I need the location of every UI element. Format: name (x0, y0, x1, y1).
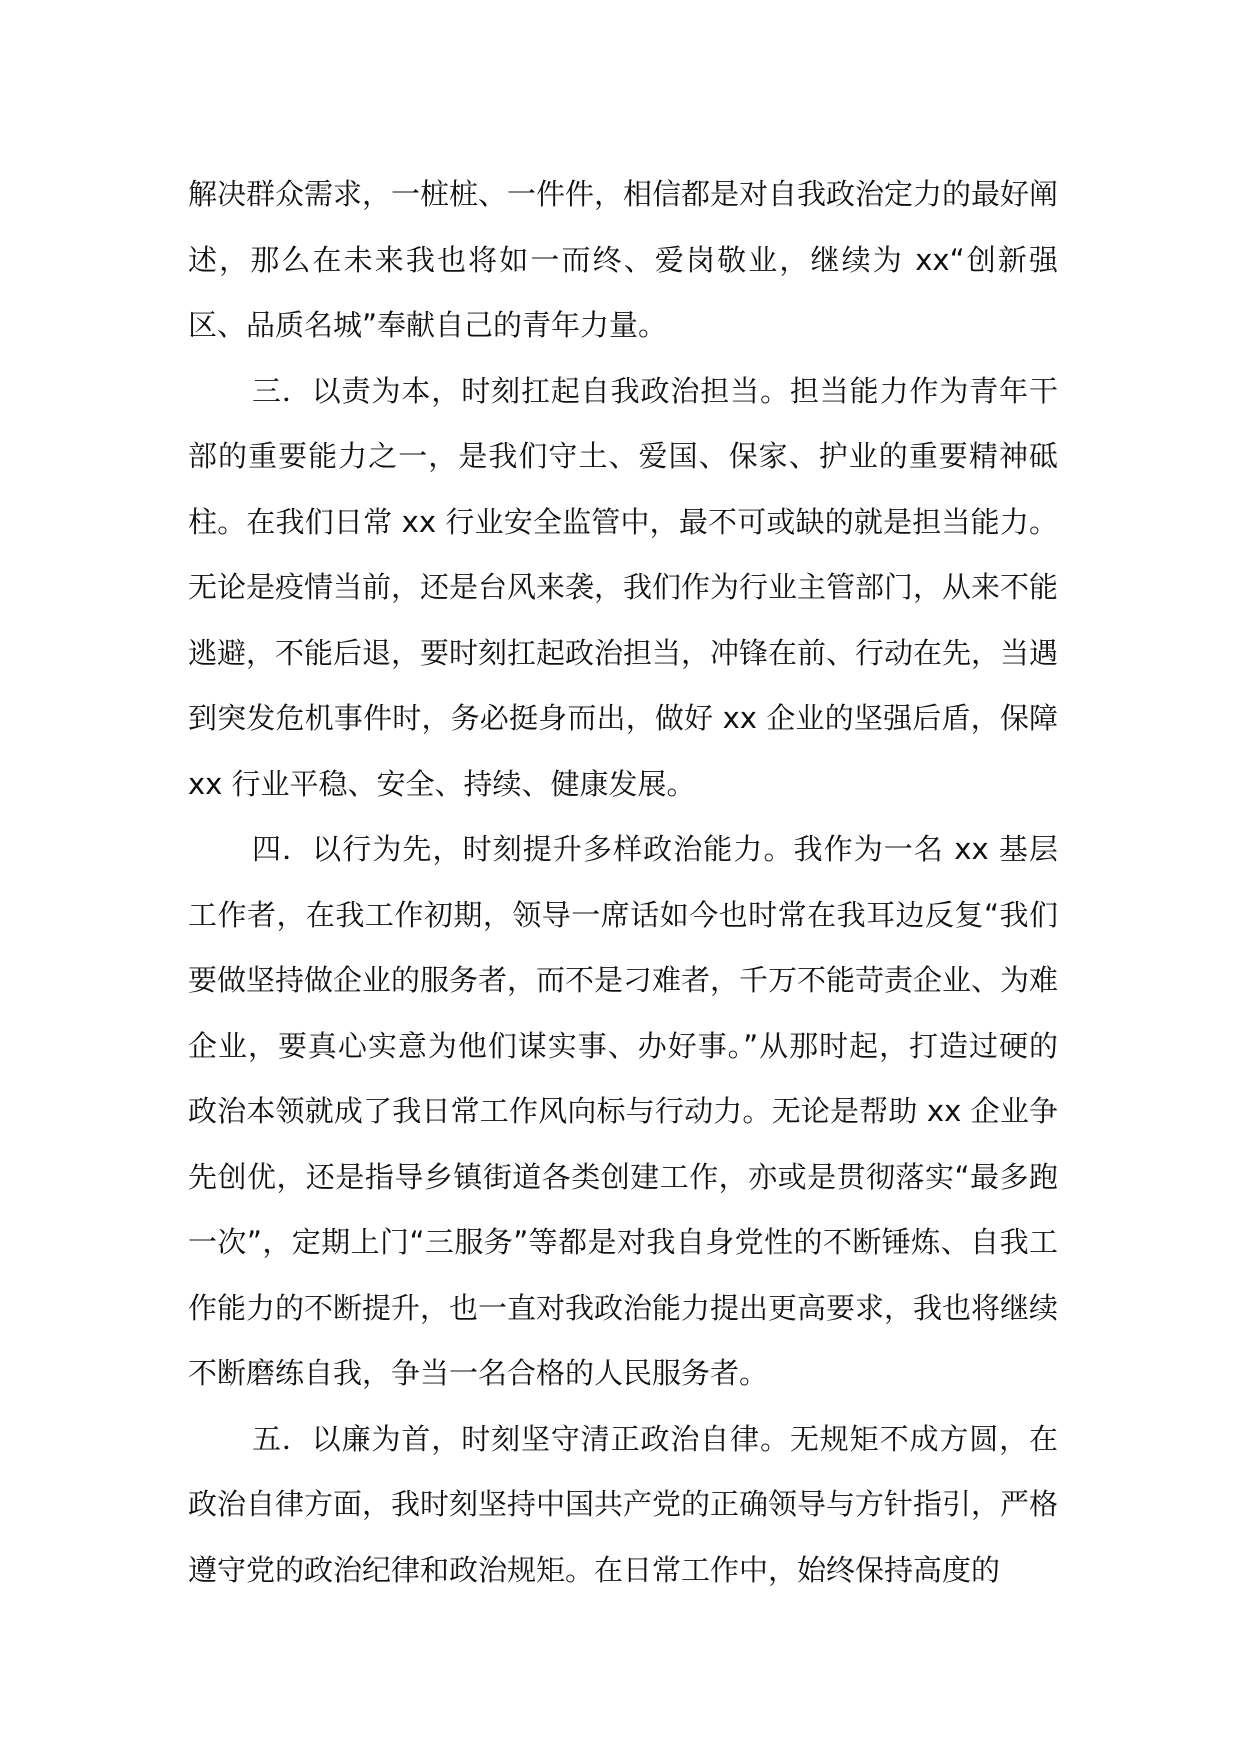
paragraph-section-four: 四．以行为先，时刻提升多样政治能力。我作为一名 xx 基层工作者，在我工作初期，领导一席话如今也时常在我耳边反复“我们要做坚持做企业的服务者，而不是刁难者，千万不能苛责企业、为难企业，要真心实意为他们谋实事、办好事。”从那时起，打造过硬的政治本领就成了我日常工作风向标与行动力。无论是帮助 xx 企业争先创优，还是指导乡镇街道各类创建工作，亦或是贯彻落实“最多跑一次”，定期上门“三服务”等都是对我自身党性的不断锤炼、自我工作能力的不断提升，也一直对我政治能力提出更高要求，我也将继续不断磨练自我，争当一名合格的人民服务者。 (188, 832, 1059, 1390)
document-body (188, 162, 1058, 1603)
paragraph-section-three: 三．以责为本，时刻扛起自我政治担当。担当能力作为青年干部的重要能力之一，是我们守土、爱国、保家、护业的重要精神砥柱。在我们日常 xx 行业安全监管中，最不可或缺的就是担当能力。无论是疫情当前，还是台风来袭，我们作为行业主管部门，从来不能逃避，不能后退，要时刻扛起政治担当，冲锋在前、行动在先，当遇到突发危机事件时，务必挺身而出，做好 xx 企业的坚强后盾，保障 xx 行业平稳、安全、持续、健康发展。 (188, 373, 1059, 801)
paragraph-section-five: 五．以廉为首，时刻坚守清正政治自律。无规矩不成方圆，在政治自律方面，我时刻坚持中国共产党的正确领导与方针指引，严格遵守党的政治纪律和政治规矩。在日常工作中，始终保持高度的 (188, 1421, 1059, 1587)
paragraph-continuation: 解决群众需求，一桩桩、一件件，相信都是对自我政治定力的最好阐述，那么在未来我也将如一而终、爱岗敬业，继续为 xx“创新强区、品质名城”奉献自己的青年力量。 (188, 177, 1059, 342)
